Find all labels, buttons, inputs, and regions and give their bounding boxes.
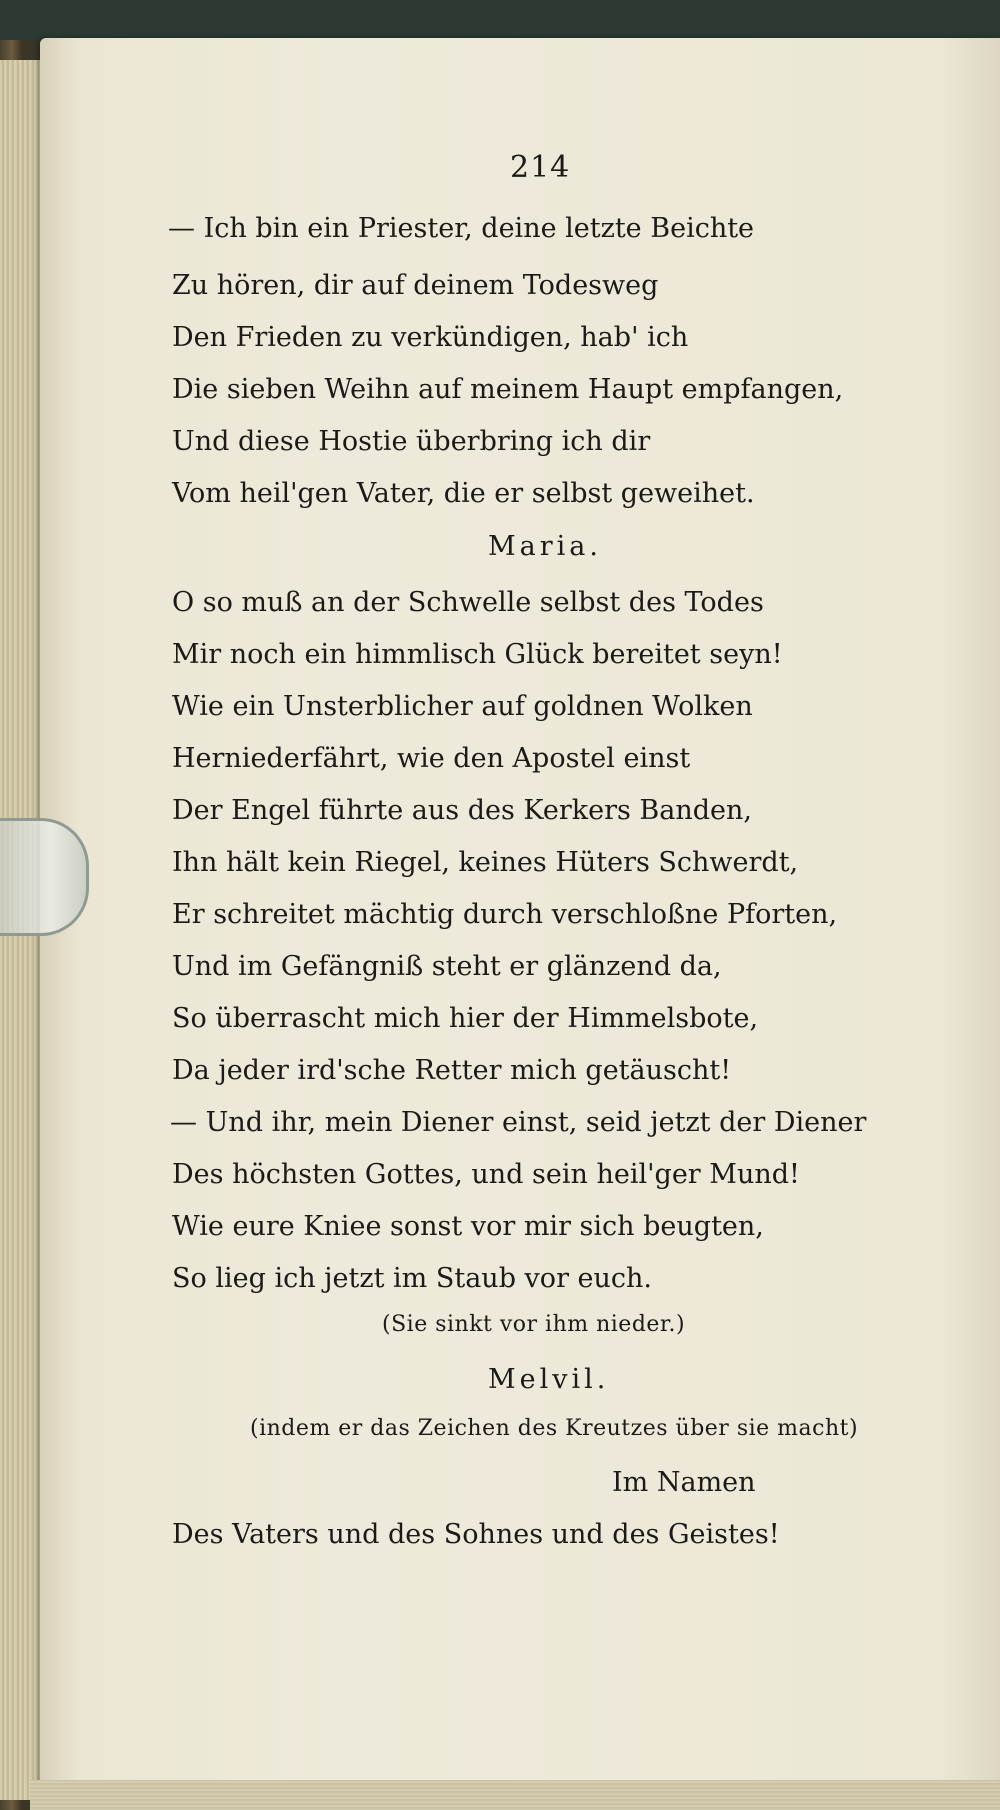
verse-line: O so muß an der Schwelle selbst des Todes	[172, 587, 764, 618]
verse-line: Der Engel führte aus des Kerkers Banden,	[172, 795, 752, 826]
verse-line: — Und ihr, mein Diener einst, seid jetzt der Diener	[170, 1107, 867, 1138]
verse-line: Da jeder ird'sche Retter mich getäuscht!	[172, 1055, 732, 1086]
verse-line: Des Vaters und des Sohnes und des Geistes!	[172, 1519, 780, 1550]
speaker-name: Maria.	[488, 531, 602, 562]
verse-line: Und im Gefängniß steht er glänzend da,	[172, 951, 722, 982]
verse-line: So lieg ich jetzt im Staub vor euch.	[172, 1263, 653, 1294]
stage-direction: (Sie sinkt vor ihm nieder.)	[382, 1312, 686, 1337]
stage-direction: (indem er das Zeichen des Kreutzes über sie macht)	[250, 1416, 859, 1441]
verse-line: Mir noch ein himmlisch Glück bereitet seyn!	[172, 639, 783, 670]
speaker-name: Melvil.	[488, 1364, 610, 1395]
verse-line: Im Namen	[612, 1467, 756, 1498]
verse-line: Und diese Hostie überbring ich dir	[172, 426, 651, 457]
verse-line: Den Frieden zu verkündigen, hab' ich	[172, 322, 689, 353]
verse-line: — Ich bin ein Priester, deine letzte Beichte	[168, 213, 755, 244]
page-number: 214	[510, 150, 571, 185]
verse-line: Ihn hält kein Riegel, keines Hüters Schwerdt,	[172, 847, 799, 878]
verse-line: Die sieben Weihn auf meinem Haupt empfangen,	[172, 374, 844, 405]
verse-line: Vom heil'gen Vater, die er selbst geweihet.	[172, 478, 755, 509]
verse-line: Des höchsten Gottes, und sein heil'ger Mund!	[172, 1159, 800, 1190]
verse-line: Wie eure Kniee sonst vor mir sich beugten,	[172, 1211, 764, 1242]
verse-line: So überrascht mich hier der Himmelsbote,	[172, 1003, 759, 1034]
verse-line: Herniederfährt, wie den Apostel einst	[172, 743, 691, 774]
verse-line: Er schreitet mächtig durch verschloßne Pforten,	[172, 899, 838, 930]
verse-line: Wie ein Unsterblicher auf goldnen Wolken	[172, 691, 753, 722]
verse-line: Zu hören, dir auf deinem Todesweg	[172, 270, 659, 301]
